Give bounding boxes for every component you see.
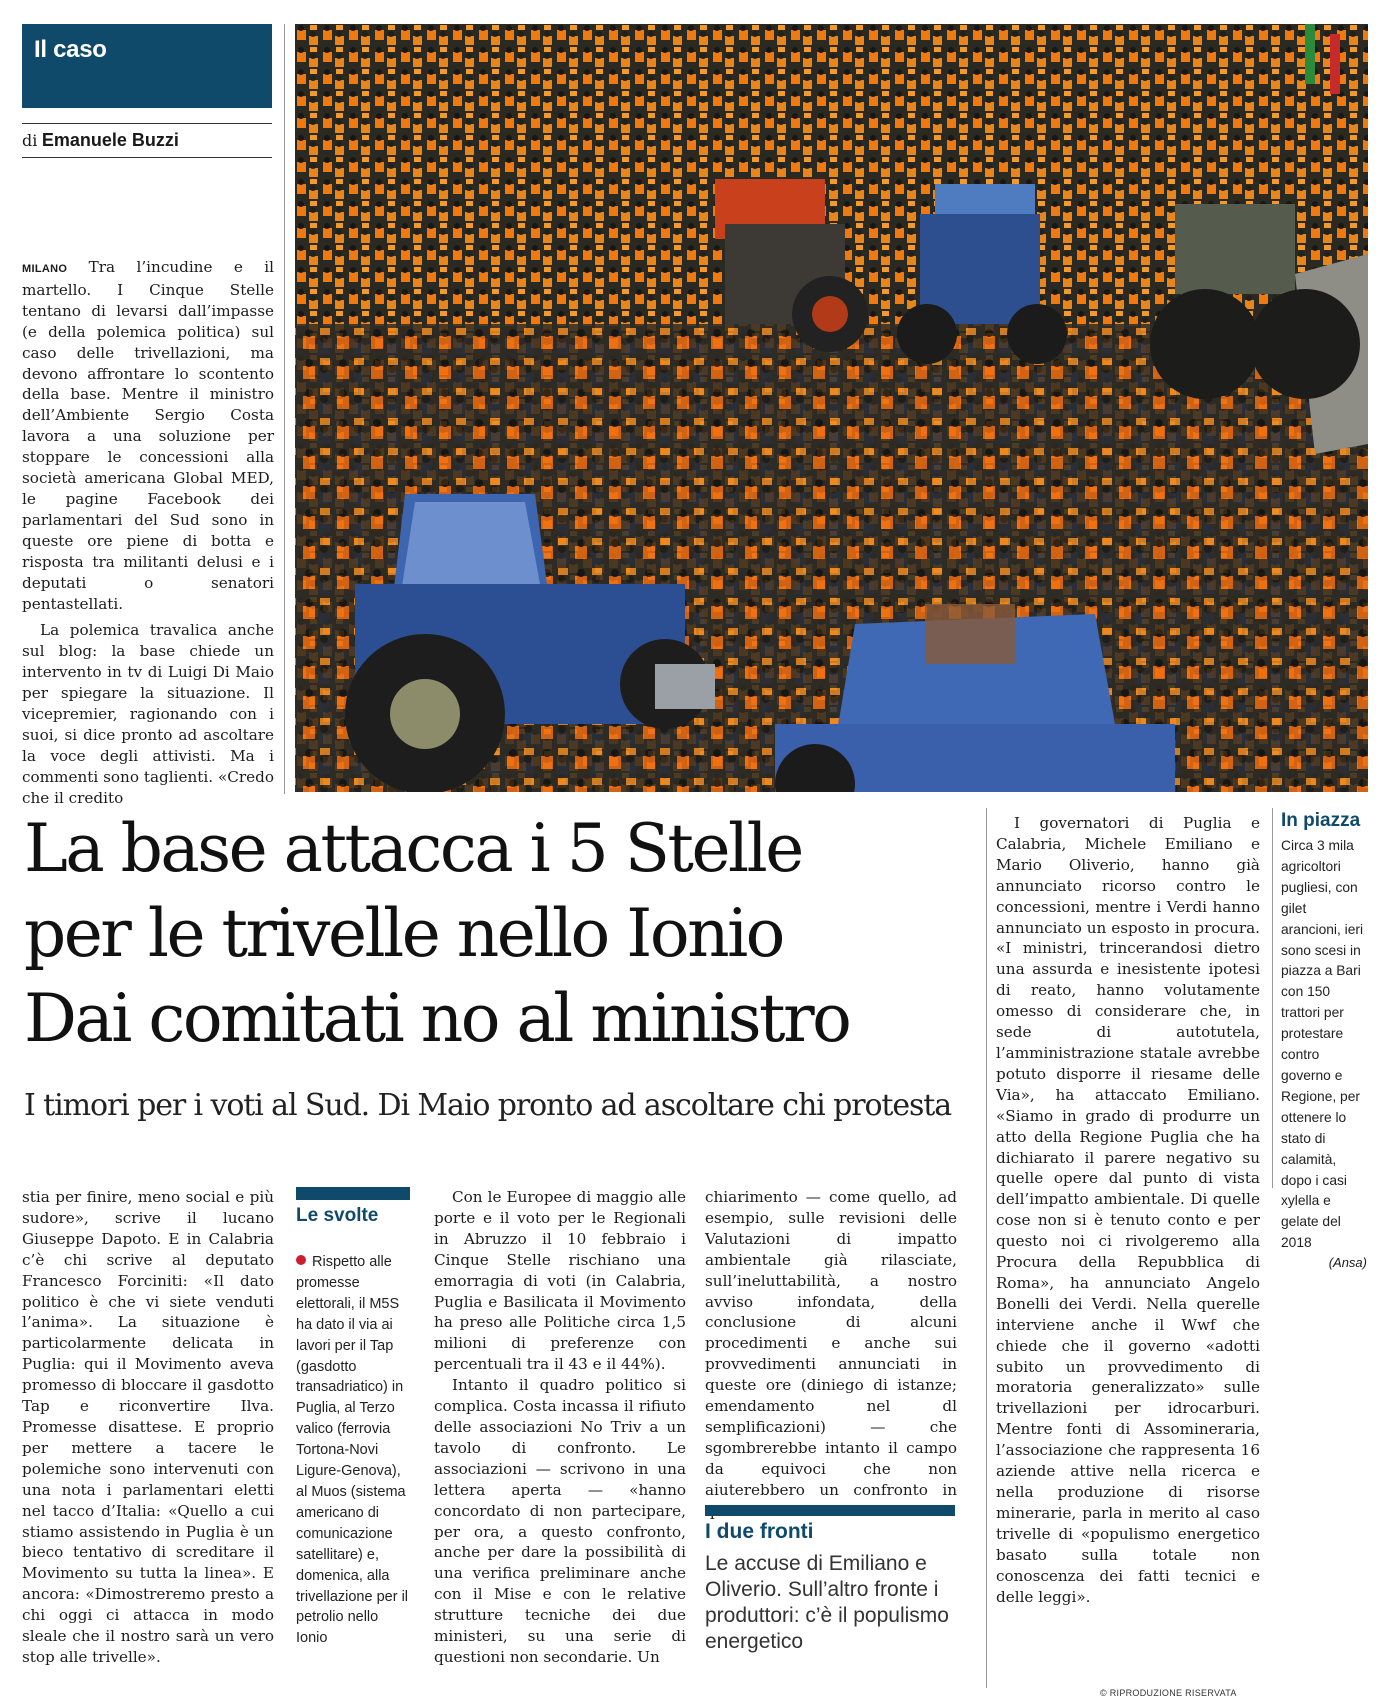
column-rule-d (986, 808, 987, 1688)
fronti-bar (705, 1505, 955, 1516)
column-rule-sidebar (1272, 808, 1273, 1188)
copyright-notice: © RIPRODUZIONE RISERVATA (1100, 1688, 1237, 1698)
byline-author: Emanuele Buzzi (41, 130, 179, 150)
headline-line-3: Dai comitati no al ministro (24, 980, 850, 1057)
column-b (434, 1187, 686, 1668)
caption-text: Circa 3 mila agricoltori pugliesi, con gilet arancioni, ieri sono scesi in piazza a Bari con 150 trattori per protestare contro governo e Regione, per ottenere lo stato di calamità, dopo i casi xylella e gelate del 2018 (1281, 838, 1364, 1251)
byline-prefix: di (22, 131, 38, 150)
lead-paragraph-1: Tra l’incudine e il martello. I Cinque Stelle tentano di levarsi dall’impasse (e della polemica politica) sul caso delle trivellazioni, ma devono affrontare lo scontento della base. Mentre il ministro dell’Ambiente Sergio Costa lavora a una soluzione per stoppare le concessioni alla società americana Global MED, le pagine Facebook dei parlamentari del Sud sono in queste ore piene di botta e risposta tra militanti delusi e i deputati o senatori pentastellati. (22, 258, 275, 613)
byline (22, 130, 272, 158)
column-b-paragraph-1: Con le Europee di maggio alle porte e il voto per le Regionali in Abruzzo il 10 febbraio i Cinque Stelle rischiano una emorragia di voti (in Calabria, Puglia e Basilicata il Movimento ha preso alle Politiche circa 1,5 milioni di preferenze con percentuali tra il 43 e il 44%). (434, 1188, 686, 1374)
svolte-title: Le svolte (296, 1205, 379, 1226)
dateline: MILANO (22, 263, 68, 275)
svolte-box (296, 1252, 410, 1649)
photo-caption (1281, 810, 1367, 1270)
protest-photo-illustration (295, 24, 1368, 792)
fronti-title: I due fronti (705, 1520, 814, 1543)
lead-paragraph-2: La polemica travalica anche sul blog: la base chiede un intervento in tv di Luigi Di Maio per spiegare la situazione. Il vicepremier, ragionando con i suoi, si dice pronto ad ascoltare la voce degli attivisti. Ma i commenti sono taglienti. «Credo che il credito (22, 621, 274, 807)
column-d-text: I governatori di Puglia e Calabria, Michele Emiliano e Mario Oliverio, hanno già annunciato ricorso contro le concessioni, mentre i Verdi hanno annunciato un esposto in procura. «I ministri, trincerandosi dietro una assurda e inesistente ipotesi di reato, hanno volutamente omesso di considerare che, in sede di autotutela, l’amministrazione statale avrebbe potuto disporre il riesame delle Via», ha attaccato Emiliano. «Siamo in grado di produrre un atto della Regione Puglia che ha dichiarato il parere negativo su quelle opere dal punto di vista dell’impatto ambientale. Di quelle cose non si è tenuto conto e per questo noi ci rivolgeremo alla Procura della Repubblica di Roma», ha annunciato Angelo Bonelli dei Verdi. Nella querelle interviene anche il Wwf che chiede che il governo «adotti subito un provvedimento di moratoria generalizzato» sulle trivellazioni per idrocarburi. Mentre fonti di Assomineraria, l’associazione che rappresenta 16 aziende attive nella ricerca e nella produzione di risorse minerarie, parla in merito al caso trivelle di «populismo energetico basato sulla totale non conoscenza dei fatti tecnici e delle leggi». (996, 814, 1260, 1606)
lead-column (22, 257, 274, 809)
column-rule-left (284, 24, 285, 794)
column-b-paragraph-2: Intanto il quadro politico si complica. Costa incassa il rifiuto delle associazioni No Triv a un tavolo di confronto. Le associazioni — scrivono in una lettera aperta — «hanno concordato di non partecipare, per ora, a questo confronto, anche per dare la possibilità di una verifica preliminare anche con il Mise e con le relative strutture tecniche dei due ministeri, su una serie di questioni non secondarie. Un (434, 1376, 686, 1666)
column-d (996, 813, 1260, 1607)
svolte-text: Rispetto alle promesse elettorali, il M5S ha dato il via ai lavori per il Tap (gasdotto transadriatico) in Puglia, al Terzo valico (ferrovia Tortona-Novi Ligure-Genova), al Muos (sistema americano di comunicazione satellitare) e, domenica, alla trivellazione per il petrolio nello Ionio (296, 1254, 409, 1647)
headline-line-2: per le trivelle nello Ionio (24, 895, 783, 972)
byline-top-rule (22, 123, 272, 124)
photo-credit: (Ansa) (1328, 1255, 1367, 1271)
column-c-text: chiarimento — come quello, ad esempio, sulle revisioni delle Valutazioni di impatto ambientale già rilasciate, sull’ineluttabilità, a nostro avviso infondata, della conclusione di alcuni procedimenti e anche sui provvedimenti annunciati in queste ore (diniego di istanze; emendamento nel dl semplificazioni) — che sgombrerebbe intanto il campo da equivoci che non aiuterebbero un confronto in (705, 1188, 957, 1499)
rubric-label: Il caso (34, 36, 107, 63)
bullet-dot (296, 1255, 306, 1265)
headline-line-1: La base attacca i 5 Stelle (24, 810, 802, 887)
rubric-box (22, 24, 272, 108)
protest-photo (295, 24, 1368, 792)
headline (24, 806, 984, 1061)
svolte-bar (296, 1187, 410, 1200)
column-a (22, 1187, 274, 1668)
column-a-text: stia per finire, meno social e più sudore», scrive il lucano Giuseppe Dapoto. E in Calabria c’è chi scrive al deputato Francesco Forciniti: «Il dato politico è che vi siete venduti l’anima». La situazione è particolarmente delicata in Puglia: qui il Movimento aveva promesso di bloccare il gasdotto Tap e riconvertire Ilva. Promesse disattese. E proprio per mettere a tacere le polemiche sono intervenuti con una nota i parlamentari eletti nel tacco d’Italia: «Quello a cui stiamo assistendo in Puglia è un bieco tentativo di screditare il Movimento su tutta la linea». E ancora: «Dimostreremo presto a chi oggi ci attacca in modo sleale che il nostro sarà un vero stop alle trivelle». (22, 1188, 274, 1666)
column-c (705, 1187, 957, 1522)
subheadline: I timori per i voti al Sud. Di Maio pronto ad ascoltare chi protesta (24, 1088, 952, 1123)
caption-title: In piazza (1281, 810, 1361, 831)
fronti-text: Le accuse di Emiliano e Oliverio. Sull’altro fronte i produttori: c’è il populismo energetico (705, 1552, 949, 1653)
